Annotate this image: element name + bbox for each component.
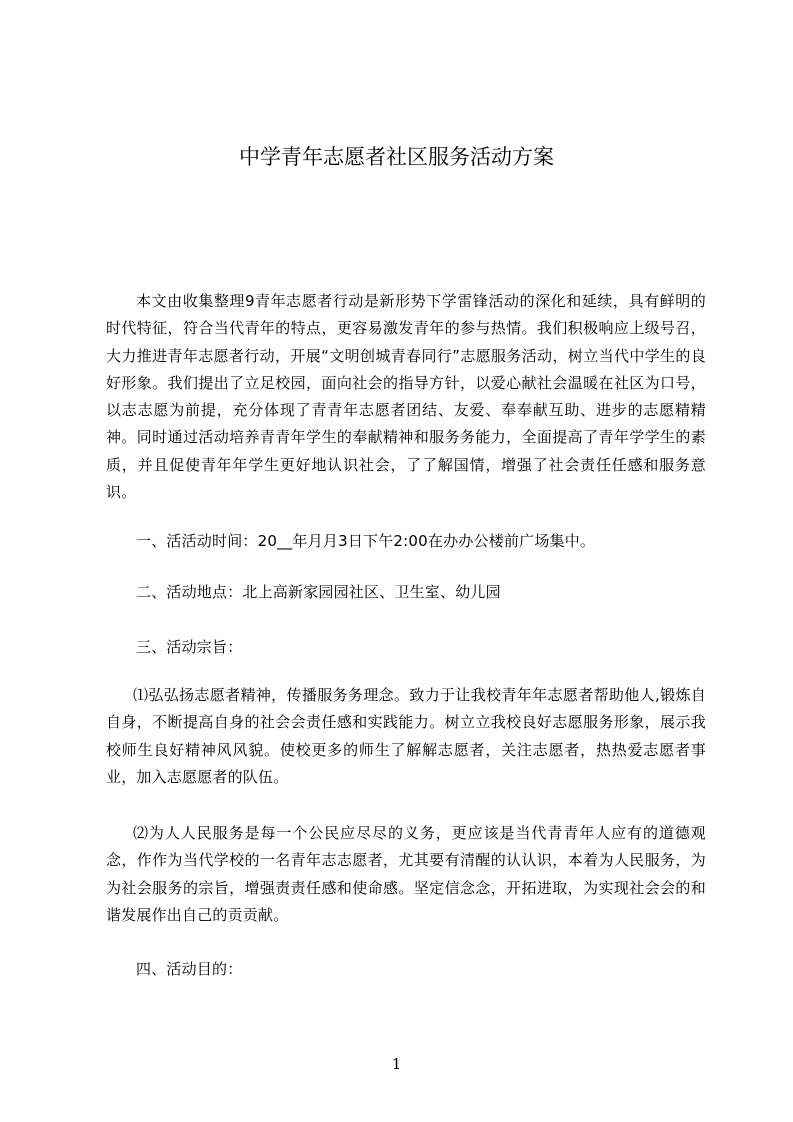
page-number: 1 <box>391 1055 402 1073</box>
purpose-item-1: ⑴弘弘扬志愿者精神，传播服务务理念。致力于让我校青年年志愿者帮助他人,锻炼自自身，不断提高自身的社会会责任感和实践能力。树立立我校良好志愿服务形象，展示我校师生良好精神风风貌。使校更多的师生了解解志愿者，关注志愿者，热热爱志愿者事业，加入志愿愿者的队伍。 <box>106 686 706 786</box>
purpose-item-2: ⑵为人人民服务是每一个公民应尽尽的义务，更应该是当代青青年人应有的道德观念，作作为当代学校的一名青年志志愿者，尤其要有清醒的认认识，本着为人民服务，为为社会服务的宗旨，增强责责任感和使命感。坚定信念念，开拓进取，为实现社会会的和谐发展作出自己的贡贡献。 <box>106 824 706 924</box>
section-activity-location: 二、活动地点：北上高新家园园社区、卫生室、幼儿园 <box>136 583 501 601</box>
section-activity-goal-heading: 四、活动目的： <box>136 960 243 978</box>
section-activity-time: 一、活活动时间：20__年月月3日下午2:00在办办公楼前广场集中。 <box>136 532 596 550</box>
document-title: 中学青年志愿者社区服务活动方案 <box>239 145 554 169</box>
section-activity-purpose-heading: 三、活动宗旨： <box>136 638 243 656</box>
intro-paragraph: 本文由收集整理9青年志愿者行动是新形势下学雷锋活动的深化和延续，具有鲜明的时代特征，符合当代青年的特点，更容易激发青年的参与热情。我们积极响应上级号召，大力推进青年志愿者行动，开展“文明创城青春同行”志愿服务活动，树立当代中学生的良好形象。我们提出了立足校园，面向社会的指导方针，以爱心献社会温暖在社区为口号，以志志愿为前提，充分体现了青青年志愿者团结、友爱、奉奉献互助、进步的志愿精精神。同时通过活动培养青青年学生的奉献精神和服务务能力，全面提高了青年学学生的素质，并且促使青年年学生更好地认识社会，了了解国情，增强了社会责任任感和服务意识。 <box>106 292 706 502</box>
